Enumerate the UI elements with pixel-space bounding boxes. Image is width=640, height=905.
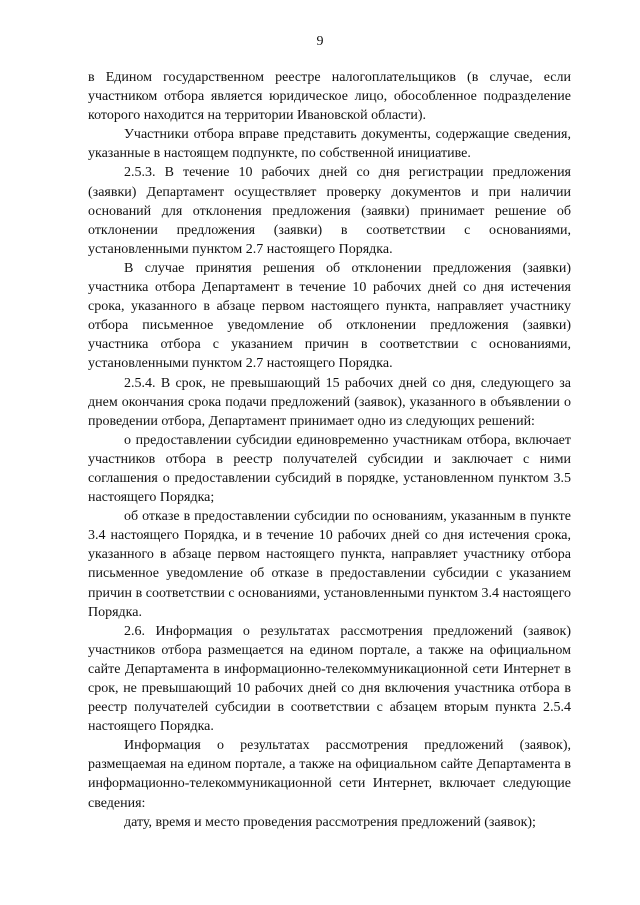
paragraph-9: Информация о результатах рассмотрения предложений (заявок), размещаемая на едином портале, а также на официальном сайте Департамента в информационно-телекоммуникационной сети Интернет, включает следующие сведения: [88, 738, 571, 811]
document-body [88, 68, 571, 832]
paragraph-7: об отказе в предоставлении субсидии по основаниям, указанным в пункте 3.4 настоящего Порядка, и в течение 10 рабочих дней со дня истечения срока, указанного в абзаце первом настоящего пункта, направляет участнику отбора письменное уведомление об отказе в предоставлении субсидии с указанием причин в соответствии с основаниями, установленными пунктом 3.4 настоящего Порядка. [88, 509, 571, 620]
paragraph-6: о предоставлении субсидии единовременно участникам отбора, включает участников отбора в реестр получателей субсидии и заключает с ними соглашения о предоставлении субсидий в порядке, установленном пунктом 3.5 настоящего Порядка; [88, 432, 571, 506]
paragraph-1: в Едином государственном реестре налогоплательщиков (в случае, если участником отбора является юридическое лицо, обособленное подразделение которого находится на территории Ивановской области). [88, 70, 571, 124]
paragraph-10: дату, время и место проведения рассмотрения предложений (заявок); [124, 814, 536, 830]
paragraph-8: 2.6. Информация о результатах рассмотрения предложений (заявок) участников отбора размещается на едином портале, а также на официальном сайте Департамента в информационно-телекоммуникационной сети Интернет в срок, не превышающий 10 рабочих дней со дня включения участника отбора в реестр получателей субсидии в соответствии с абзацем вторым пункта 2.5.4 настоящего Порядка. [88, 623, 571, 735]
page-number: 9 [316, 34, 324, 49]
paragraph-4: В случае принятия решения об отклонении предложения (заявки) участника отбора Департамент в течение 10 рабочих дней со дня истечения срока, указанного в абзаце первом настоящего пункта, направляет участнику отбора письменное уведомление об отклонении предложения (заявки) участника отбора с указанием причин в соответствии с основаниями, установленными пунктом 2.7 настоящего Порядка. [88, 260, 571, 372]
paragraph-2: Участники отбора вправе представить документы, содержащие сведения, указанные в настоящем подпункте, по собственной инициативе. [88, 127, 571, 162]
paragraph-5: 2.5.4. В срок, не превышающий 15 рабочих дней со дня, следующего за днем окончания срока подачи предложений (заявок), указанного в объявлении о проведении отбора, Департамент принимает одно из следующих решений: [88, 375, 571, 429]
paragraph-3: 2.5.3. В течение 10 рабочих дней со дня регистрации предложения (заявки) Департамент осуществляет проверку документов и при наличии оснований для отклонения предложения (заявки) принимает решение об отклонении предложения (заявки) в соответствии с основаниями, установленными пунктом 2.7 настоящего Порядка. [88, 165, 571, 257]
